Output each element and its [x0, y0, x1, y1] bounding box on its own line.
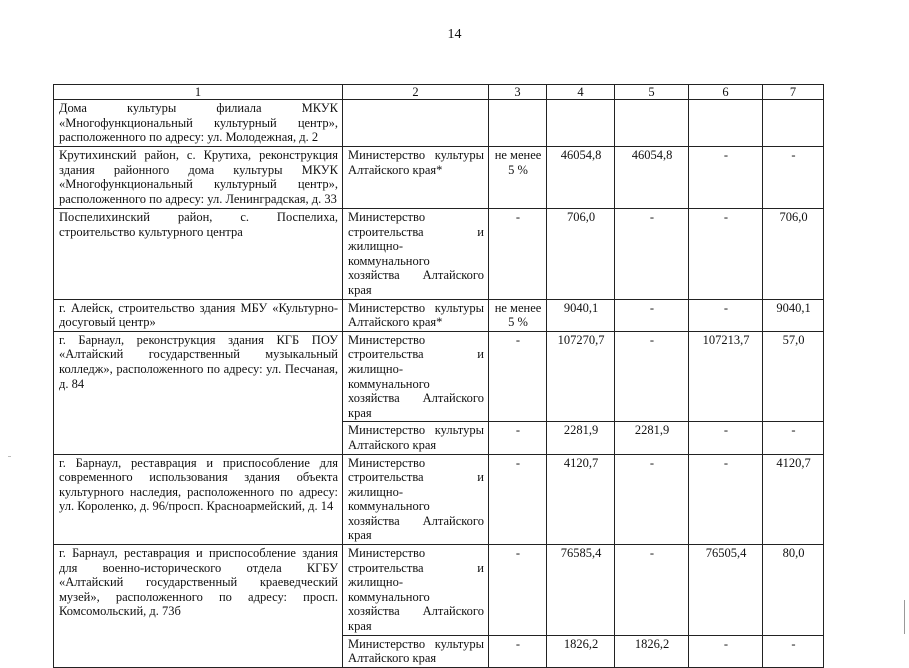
amount-col5: 2281,9 [615, 422, 689, 454]
total-amount: 1826,2 [547, 635, 615, 667]
responsible-agency: Министерство культуры Алтайского края [343, 635, 489, 667]
cofinancing-share: - [489, 422, 547, 454]
amount-col7: 706,0 [763, 209, 824, 300]
header-cell: 2 [343, 85, 489, 100]
responsible-agency: Министерство культуры Алтайского края [343, 422, 489, 454]
total-amount: 76585,4 [547, 545, 615, 636]
object-description: Дома культуры филиала МКУК «Многофункциональный культурный центр», расположенного по адресу: ул. Молодежная, д. 2 [54, 100, 343, 147]
amount-col6: - [689, 209, 763, 300]
header-cell: 3 [489, 85, 547, 100]
object-description: г. Барнаул, реставрация и приспособление здания для военно-исторического отдела КГБУ «Алтайский государственный краеведческий музей», расположенного по адресу: просп. Комсомольский, д. 73б [54, 545, 343, 668]
cofinancing-share: не менее 5 % [489, 299, 547, 331]
amount-col5: 1826,2 [615, 635, 689, 667]
object-description: Поспелихинский район, с. Поспелиха, строительство культурного центра [54, 209, 343, 300]
total-amount [547, 100, 615, 147]
responsible-agency: Министерство строительства и жилищно-коммунального хозяйства Алтайского края [343, 209, 489, 300]
amount-col5: - [615, 209, 689, 300]
object-description: Крутихинский район, с. Крутиха, реконструкция здания районного дома культуры МКУК «Многофункциональный культурный центр», расположенного по адресу: ул. Ленинградская, д. 33 [54, 147, 343, 209]
page-number: 14 [447, 27, 462, 42]
amount-col6: - [689, 147, 763, 209]
responsible-agency: Министерство строительства и жилищно-коммунального хозяйства Алтайского края [343, 331, 489, 422]
responsible-agency: Министерство строительства и жилищно-коммунального хозяйства Алтайского края [343, 545, 489, 636]
amount-col5 [615, 100, 689, 147]
cofinancing-share: - [489, 635, 547, 667]
amount-col6: - [689, 299, 763, 331]
table-row [54, 545, 824, 636]
cofinancing-share [489, 100, 547, 147]
cofinancing-share: не менее 5 % [489, 147, 547, 209]
total-amount: 4120,7 [547, 454, 615, 545]
responsible-agency: Министерство культуры Алтайского края* [343, 299, 489, 331]
total-amount: 46054,8 [547, 147, 615, 209]
table-row [54, 147, 824, 209]
table-row [54, 209, 824, 300]
amount-col7: - [763, 422, 824, 454]
amount-col5: - [615, 454, 689, 545]
table-row [54, 100, 824, 147]
funding-table [53, 84, 824, 668]
table-header-row [54, 85, 824, 100]
amount-col5: - [615, 545, 689, 636]
table-row [54, 299, 824, 331]
total-amount: 2281,9 [547, 422, 615, 454]
amount-col6: 107213,7 [689, 331, 763, 422]
cofinancing-share: - [489, 454, 547, 545]
amount-col7: 57,0 [763, 331, 824, 422]
responsible-agency: Министерство культуры Алтайского края* [343, 147, 489, 209]
table-row [54, 331, 824, 422]
amount-col7: 80,0 [763, 545, 824, 636]
amount-col6: - [689, 422, 763, 454]
object-description: г. Алейск, строительство здания МБУ «Культурно-досуговый центр» [54, 299, 343, 331]
header-cell: 5 [615, 85, 689, 100]
amount-col6: - [689, 635, 763, 667]
cofinancing-share: - [489, 331, 547, 422]
amount-col7: 4120,7 [763, 454, 824, 545]
amount-col5: 46054,8 [615, 147, 689, 209]
amount-col7 [763, 100, 824, 147]
amount-col7: - [763, 147, 824, 209]
amount-col6 [689, 100, 763, 147]
header-cell: 4 [547, 85, 615, 100]
responsible-agency: Министерство строительства и жилищно-коммунального хозяйства Алтайского края [343, 454, 489, 545]
amount-col5: - [615, 331, 689, 422]
scan-artifact [8, 456, 11, 457]
amount-col5: - [615, 299, 689, 331]
total-amount: 107270,7 [547, 331, 615, 422]
table-row [54, 454, 824, 545]
total-amount: 706,0 [547, 209, 615, 300]
amount-col6: - [689, 454, 763, 545]
header-cell: 7 [763, 85, 824, 100]
scan-edge-mark [904, 600, 905, 634]
cofinancing-share: - [489, 209, 547, 300]
responsible-agency [343, 100, 489, 147]
cofinancing-share: - [489, 545, 547, 636]
header-cell: 1 [54, 85, 343, 100]
total-amount: 9040,1 [547, 299, 615, 331]
amount-col7: 9040,1 [763, 299, 824, 331]
object-description: г. Барнаул, реставрация и приспособление для современного использования здания объекта культурного наследия, расположенного по адресу: ул. Короленко, д. 96/просп. Красноармейский, д. 14 [54, 454, 343, 545]
header-cell: 6 [689, 85, 763, 100]
object-description: г. Барнаул, реконструкция здания КГБ ПОУ «Алтайский государственный музыкальный колледж», расположенного по адресу: ул. Песчаная, д. 84 [54, 331, 343, 454]
amount-col6: 76505,4 [689, 545, 763, 636]
amount-col7: - [763, 635, 824, 667]
